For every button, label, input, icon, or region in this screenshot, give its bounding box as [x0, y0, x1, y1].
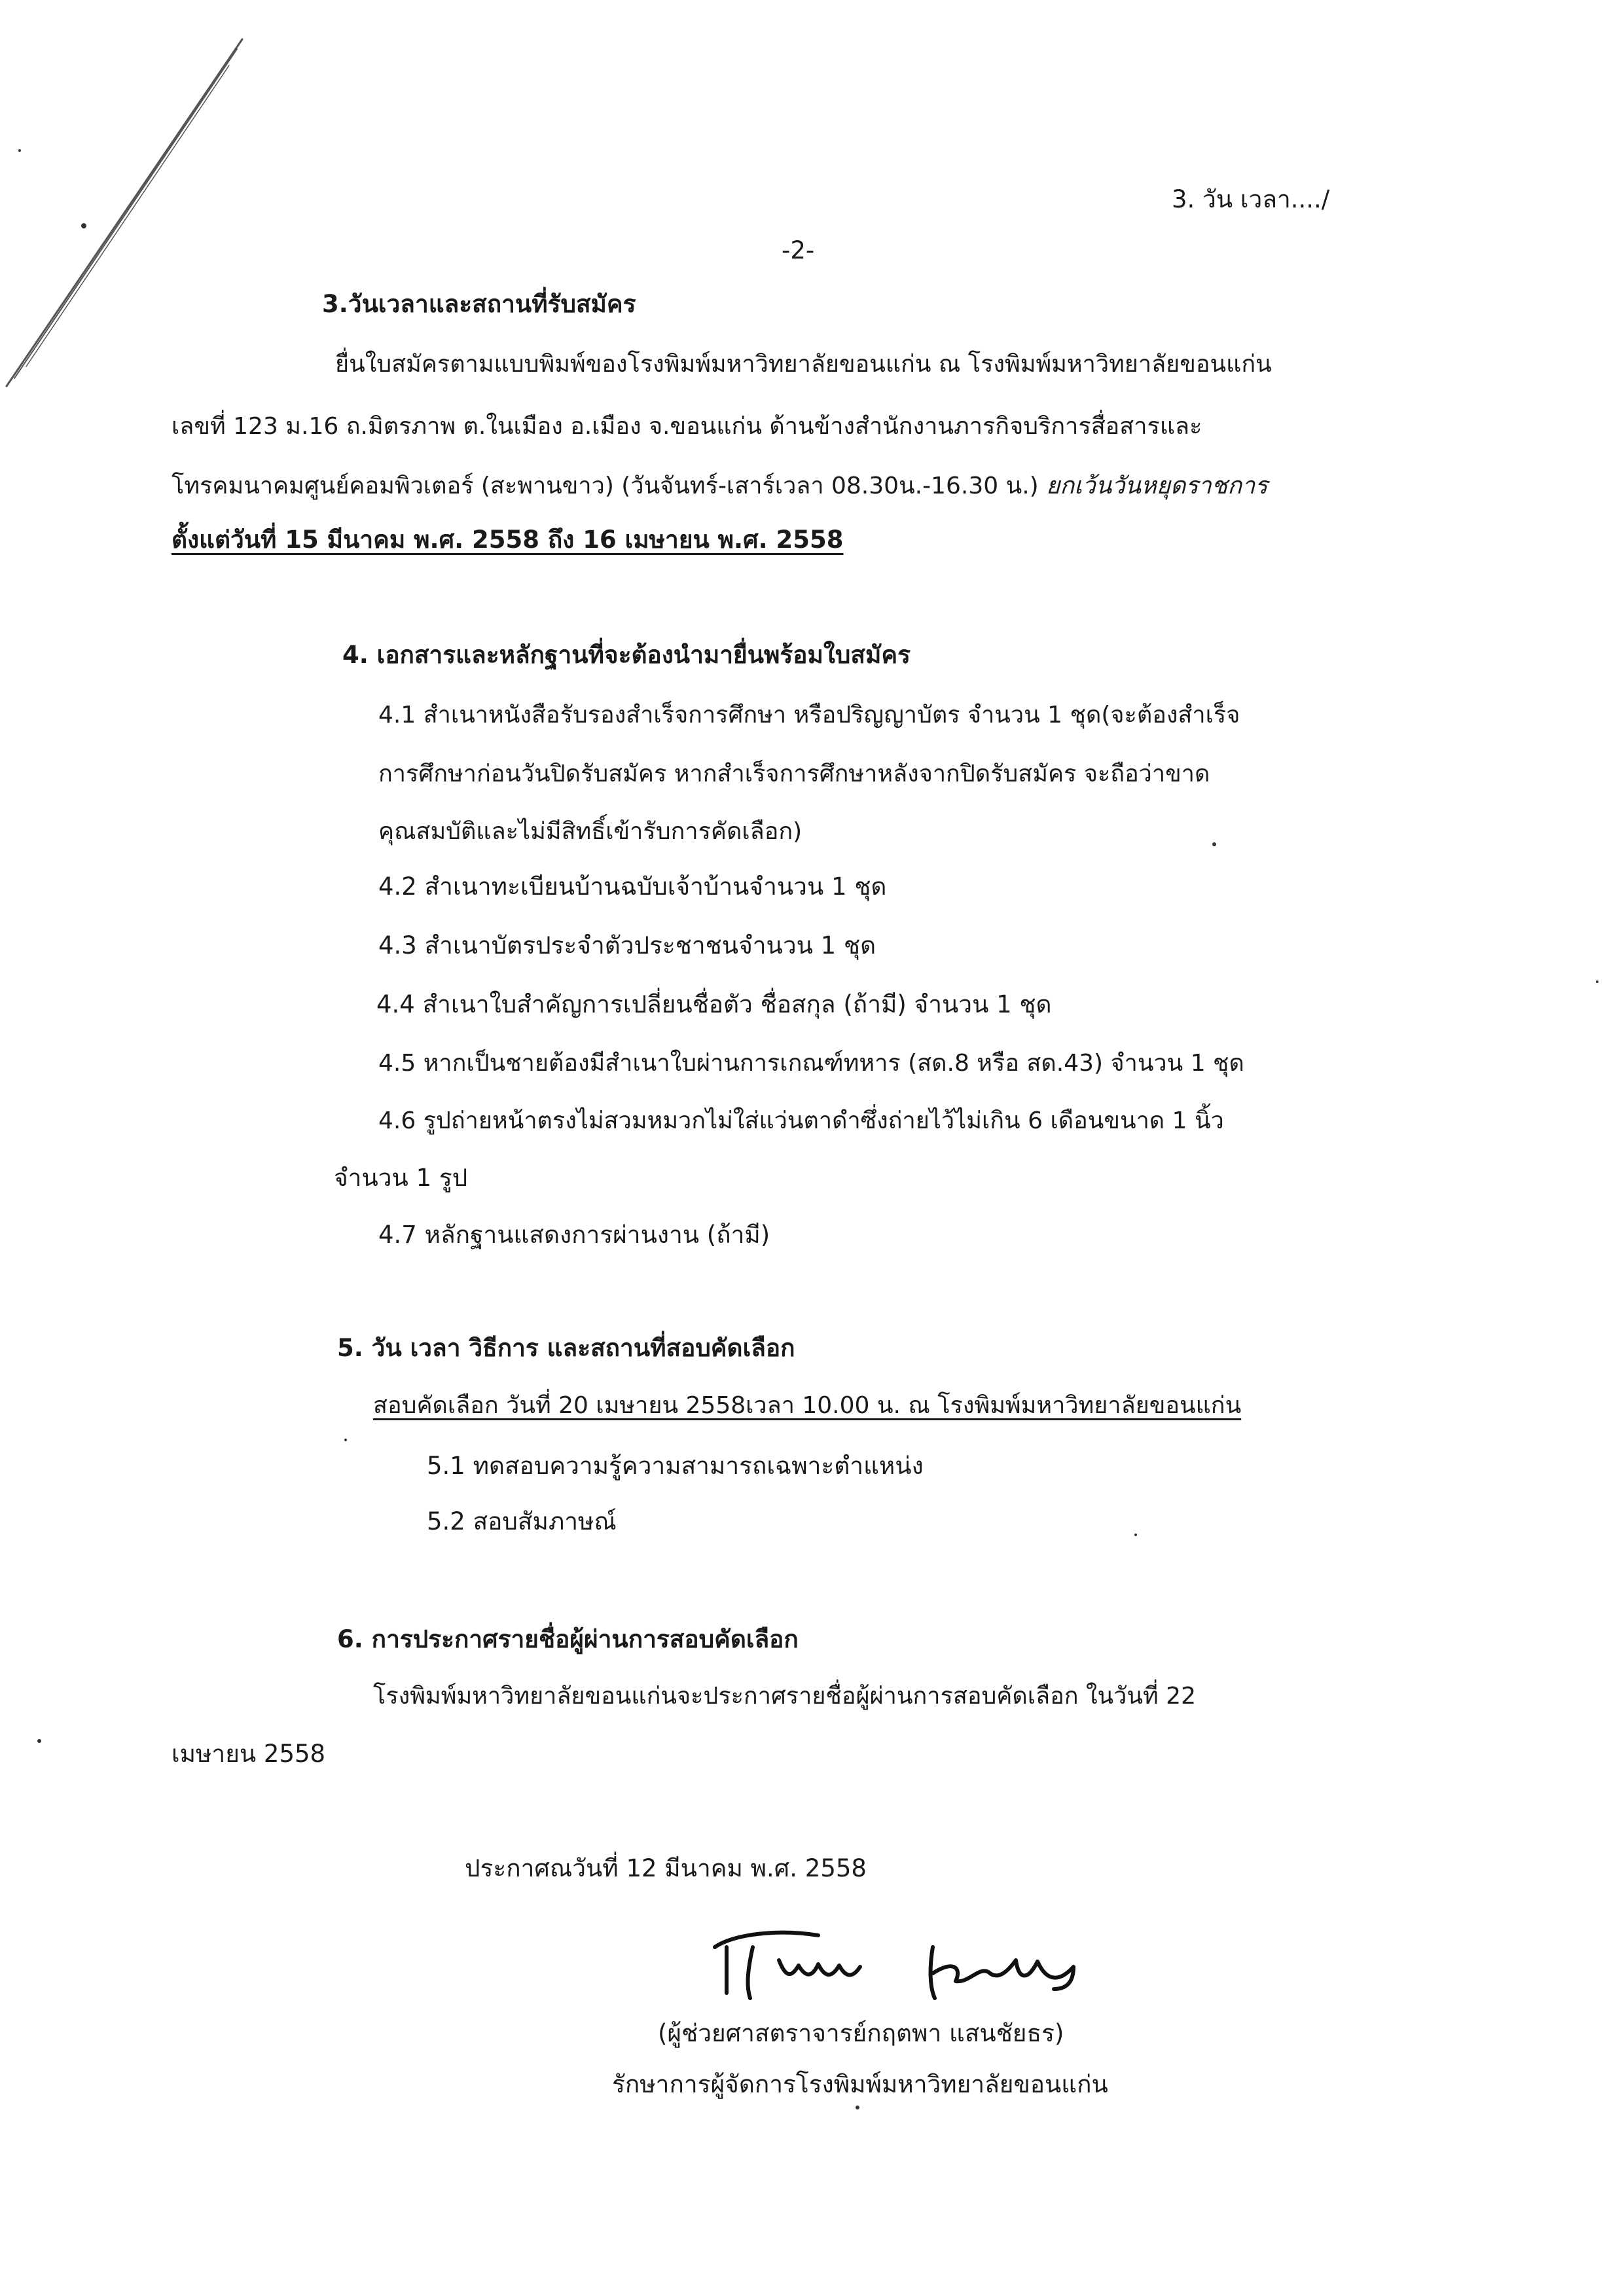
item-4-3: 4.3 สำเนาบัตรประจำตัวประชาชนจำนวน 1 ชุด: [378, 931, 876, 960]
section3-period: ตั้งแต่วันที่ 15 มีนาคม พ.ศ. 2558 ถึง 16 เมษายน พ.ศ. 2558: [171, 526, 844, 554]
item-4-5: 4.5 หากเป็นชายต้องมีสำเนาใบผ่านการเกณฑ์ทหาร (สด.8 หรือ สด.43) จำนวน 1 ชุด: [378, 1050, 1244, 1077]
signer-title: รักษาการผู้จัดการโรงพิมพ์มหาวิทยาลัยขอนแก่น: [612, 2070, 1108, 2098]
section3-line2: เลขที่ 123 ม.16 ถ.มิตรภาพ ต.ในเมือง อ.เมือง จ.ขอนแก่น ด้านข้างสำนักงานภารกิจบริการสื่อสารและ: [171, 413, 1202, 440]
section6-line2: เมษายน 2558: [171, 1740, 326, 1768]
section3-line1: ยื่นใบสมัครตามแบบพิมพ์ของโรงพิมพ์มหาวิทยาลัยขอนแก่น ณ โรงพิมพ์มหาวิทยาลัยขอนแก่น: [335, 351, 1272, 378]
section6-line1: โรงพิมพ์มหาวิทยาลัยขอนแก่นจะประกาศรายชื่อผู้ผ่านการสอบคัดเลือก ในวันที่ 22: [373, 1683, 1196, 1710]
section4-heading: 4. เอกสารและหลักฐานที่จะต้องนำมายื่นพร้อมใบสมัคร: [342, 641, 911, 669]
section3-line3-text: โทรคมนาคมศูนย์คอมพิวเตอร์ (สะพานขาว) (วันจันทร์-เสาร์เวลา 08.30น.-16.30 น.): [171, 473, 1039, 499]
item-4-7: 4.7 หลักฐานแสดงการผ่านงาน (ถ้ามี): [378, 1221, 770, 1249]
item-4-1-line2: การศึกษาก่อนวันปิดรับสมัคร หากสำเร็จการศึกษาหลังจากปิดรับสมัคร จะถือว่าขาด: [378, 761, 1210, 787]
exam-schedule: สอบคัดเลือก วันที่ 20 เมษายน 2558เวลา 10.00 น. ณ โรงพิมพ์มหาวิทยาลัยขอนแก่น: [373, 1392, 1242, 1419]
section3-heading: 3.วันเวลาและสถานที่รับสมัคร: [322, 290, 636, 318]
item-4-6-line2: จำนวน 1 รูป: [334, 1164, 468, 1192]
section6-heading: 6. การประกาศรายชื่อผู้ผ่านการสอบคัดเลือก: [337, 1625, 799, 1653]
continuation-note: 3. วัน เวลา..../: [1172, 185, 1330, 213]
signer-name: (ผู้ช่วยศาสตราจารย์กฤตพา แสนชัยธร): [658, 2019, 1064, 2047]
item-4-6-line1: 4.6 รูปถ่ายหน้าตรงไม่สวมหมวกไม่ใส่แว่นตาดำซึ่งถ่ายไว้ไม่เกิน 6 เดือนขนาด 1 นิ้ว: [378, 1107, 1224, 1134]
section5-heading: 5. วัน เวลา วิธีการ และสถานที่สอบคัดเลือก: [337, 1334, 795, 1362]
item-5-2: 5.2 สอบสัมภาษณ์: [427, 1507, 617, 1535]
item-4-4: 4.4 สำเนาใบสำคัญการเปลี่ยนชื่อตัว ชื่อสกุล (ถ้ามี) จำนวน 1 ชุด: [376, 990, 1052, 1018]
item-4-1-line3: คุณสมบัติและไม่มีสิทธิ์เข้ารับการคัดเลือก): [378, 818, 803, 845]
section3-line3: [171, 470, 1268, 503]
item-4-2: 4.2 สำเนาทะเบียนบ้านฉบับเจ้าบ้านจำนวน 1 ชุด: [378, 872, 887, 901]
item-4-1-line1: 4.1 สำเนาหนังสือรับรองสำเร็จการศึกษา หรือปริญญาบัตร จำนวน 1 ชุด(จะต้องสำเร็จ: [378, 702, 1240, 728]
item-5-1: 5.1 ทดสอบความรู้ความสามารถเฉพาะตำแหน่ง: [427, 1452, 924, 1480]
signature: [707, 1921, 1100, 2006]
section3-line3-italic: ยกเว้นวันหยุดราชการ: [1046, 473, 1268, 499]
announcement-date: ประกาศณวันที่ 12 มีนาคม พ.ศ. 2558: [465, 1854, 867, 1882]
page-number: -2-: [782, 236, 815, 264]
